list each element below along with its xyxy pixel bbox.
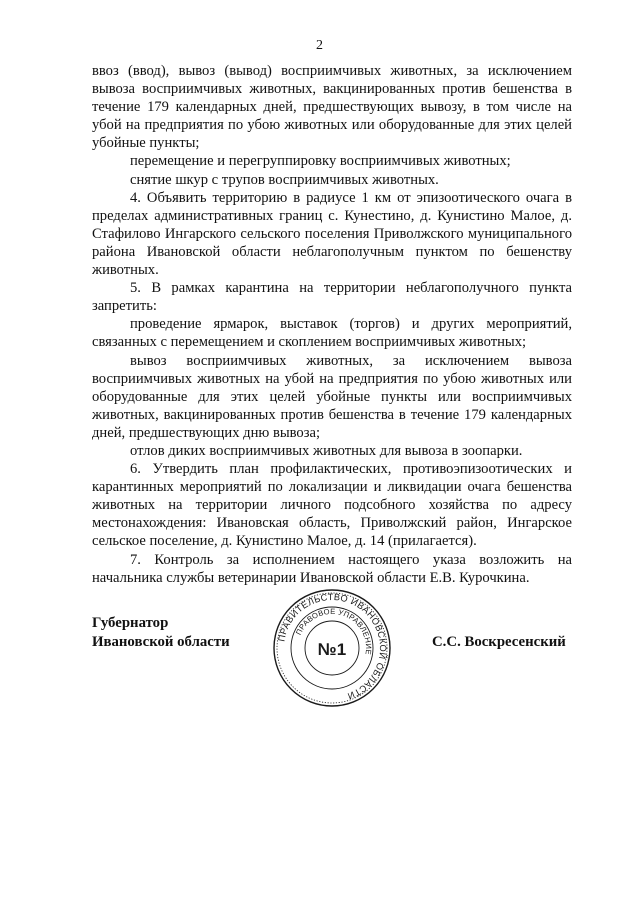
document-body (92, 62, 572, 587)
paragraph-10: 7. Контроль за исполнением настоящего указа возложить на начальника службы ветеринарии Ивановской области Е.В. Курочкина. (92, 551, 572, 586)
paragraph-9: 6. Утвердить план профилактических, противоэпизоотических и карантинных мероприятий по локализации и ликвидации очага бешенства животных на территории личного подсобного хозяйства по адресу местонахождения: Ивановская область, Приволжский район, Ингарское сельское поселение, д. Кунистино Малое, д. 14 (прилагается). (92, 461, 572, 550)
signatory-role-line-1: Губернатор (92, 615, 169, 631)
signatory-role-line-2: Ивановской области (92, 634, 230, 650)
official-seal-stamp (270, 586, 394, 710)
paragraph-6: проведение ярмарок, выставок (торгов) и других мероприятий, связанных с перемещением и скоплением восприимчивых животных; (92, 316, 572, 351)
page-number: 2 (316, 38, 323, 53)
paragraph-4: 4. Объявить территорию в радиусе 1 км от эпизоотического очага в пределах административных границ с. Кунестино, д. Кунистино Малое, д. Стафилово Ингарского сельского поселения Приволжского муниципального района Ивановской области неблагополучным пунктом по бешенству животных. (92, 189, 572, 279)
paragraph-1: ввоз (ввод), вывоз (вывод) восприимчивых животных, за исключением вывоза восприимчивых животных, вакцинированных против бешенства в течение 179 календарных дней, предшествующих вывозу, в том числе на убой на предприятия по убою животных или оборудованные для этих целей убойные пункты; (92, 63, 572, 152)
paragraph-8: отлов диких восприимчивых животных для вывоза в зоопарки. (130, 442, 523, 459)
signatory-name: С.С. Воскресенский (432, 634, 566, 650)
seal-center-number: №1 (317, 640, 347, 659)
seal-inner-text: ПРАВОВОЕ УПРАВЛЕНИЕ (293, 606, 374, 656)
paragraph-7: вывоз восприимчивых животных, за исключением вывоза восприимчивых животных на убой на предприятия по убою животных или оборудованные для этих целей убойные пункты или восприимчивых животных, вакцинированных против бешенства в течение 179 календарных дней, предшествующих дню вывоза; (92, 352, 572, 441)
paragraph-3: снятие шкур с трупов восприимчивых животных. (130, 171, 439, 188)
signatory-role (92, 614, 230, 652)
paragraph-2: перемещение и перегруппировку восприимчивых животных; (130, 153, 511, 170)
paragraph-5: 5. В рамках карантина на территории неблагополучного пункта запретить: (92, 280, 572, 315)
seal-outer-text: ПРАВИТЕЛЬСТВО ИВАНОВСКОЙ ОБЛАСТИ (276, 591, 389, 702)
signature-block (0, 586, 639, 716)
